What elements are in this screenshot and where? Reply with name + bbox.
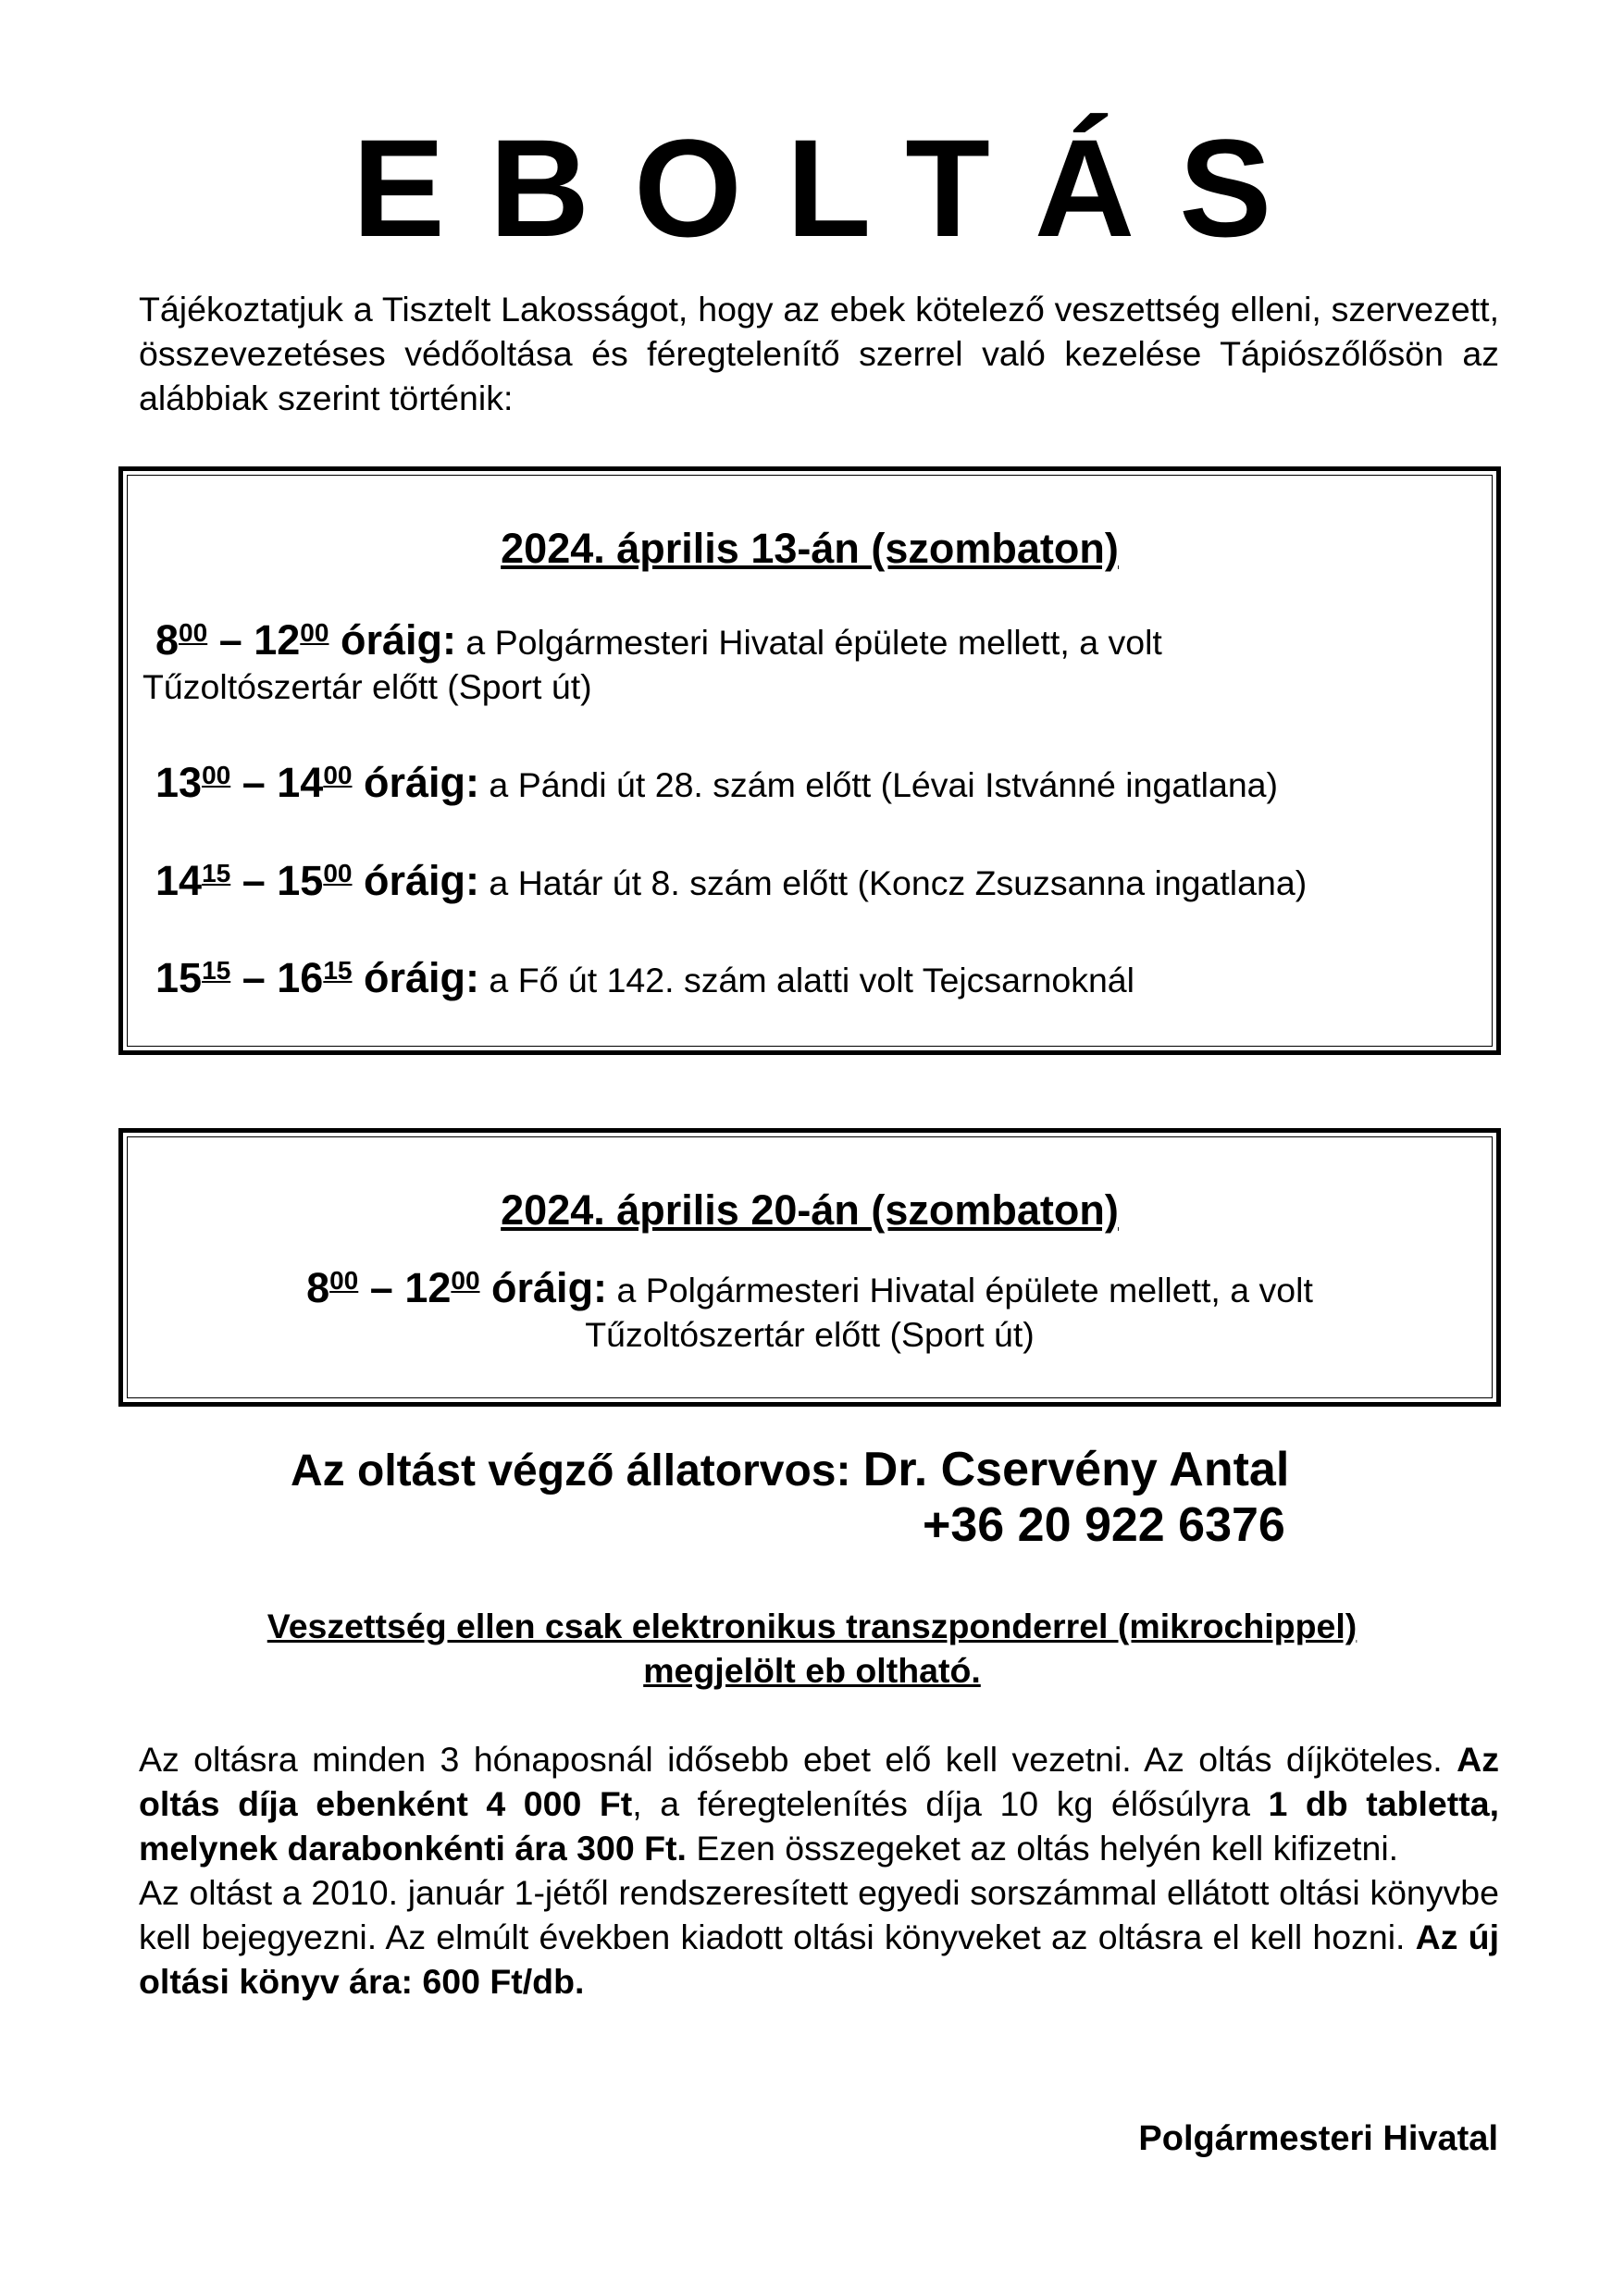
slot-location: a Határ út 8. szám előtt (Koncz Zsuzsanna ingatlana)	[479, 863, 1308, 902]
veterinarian-line	[291, 1442, 1289, 1499]
veterinarian-phone: +36 20 922 6376	[923, 1498, 1285, 1552]
time-range: $15^{15} - 16^{15}$ óráig:	[155, 954, 479, 1001]
booklet-paragraph: Az oltást a 2010. január 1-jétől rendszeresített egyedi sorszámmal ellátott oltási könyvbe kell bejegyezni. Az elmúlt években kiadott oltási könyveket az oltásra el kell hozni. Az új oltási könyv ára: 600 Ft/db.	[139, 1873, 1499, 2001]
signature: Polgármesteri Hivatal	[1138, 2119, 1498, 2158]
date-heading: 2024. április 20-án (szombaton)	[501, 1186, 1119, 1234]
schedule-slot	[155, 955, 1134, 1003]
microchip-notice: Veszettség ellen csak elektronikus transzponderrel (mikrochippel) megjelölt eb oltható.	[267, 1607, 1357, 1690]
time-range: $14^{15} - 15^{00}$ óráig:	[155, 857, 479, 904]
date-heading: 2024. április 13-án (szombaton)	[501, 525, 1119, 572]
schedule-box-april-20	[118, 1128, 1501, 1407]
veterinarian-name: Dr. Cservény Antal	[862, 1443, 1290, 1496]
slot-location: a Polgármesteri Hivatal épülete mellett, a volt	[607, 1271, 1313, 1309]
schedule-slot	[155, 617, 1162, 665]
schedule-slot	[155, 858, 1307, 906]
schedule-slot	[155, 760, 1278, 808]
fee-information	[139, 1737, 1499, 2004]
fee-paragraph: Az oltásra minden 3 hónaposnál idősebb ebet elő kell vezetni. Az oltás díjköteles. Az oltás díja ebenként 4 000 Ft, a féregtelenítés díja 10 kg élősúlyra 1 db tabletta, melynek darabonkénti ára 300 Ft. Ezen összegeket az oltás helyén kell kifizetni.	[139, 1740, 1499, 1868]
intro-paragraph: Tájékoztatjuk a Tisztelt Lakosságot, hogy az ebek kötelező veszettség elleni, szervezett, összevezetéses védőoltása és féregtelenítő szerrel való kezelése Tápiószőlősön az alábbiak szerint történik:	[139, 290, 1499, 417]
schedule-slot	[128, 1265, 1492, 1313]
slot-location: a Polgármesteri Hivatal épülete mellett, a volt	[455, 623, 1162, 662]
veterinarian-label: Az oltást végző állatorvos:	[291, 1446, 863, 1496]
schedule-box-april-13	[118, 466, 1501, 1055]
time-range: $13^{00} - 14^{00}$ óráig:	[155, 759, 479, 806]
page-title: EBOLTÁS	[352, 110, 1317, 266]
slot-location: a Pándi út 28. szám előtt (Lévai Istvánné ingatlana)	[479, 765, 1279, 804]
slot-location: a Fő út 142. szám alatti volt Tejcsarnoknál	[479, 961, 1134, 999]
time-range: $8^{00} - 12^{00}$ óráig:	[155, 616, 456, 664]
slot-location-continued: Tűzoltószertár előtt (Sport út)	[585, 1315, 1035, 1354]
slot-location-continued: Tűzoltószertár előtt (Sport út)	[143, 667, 592, 706]
time-range: $8^{00} - 12^{00}$ óráig:	[306, 1264, 608, 1311]
